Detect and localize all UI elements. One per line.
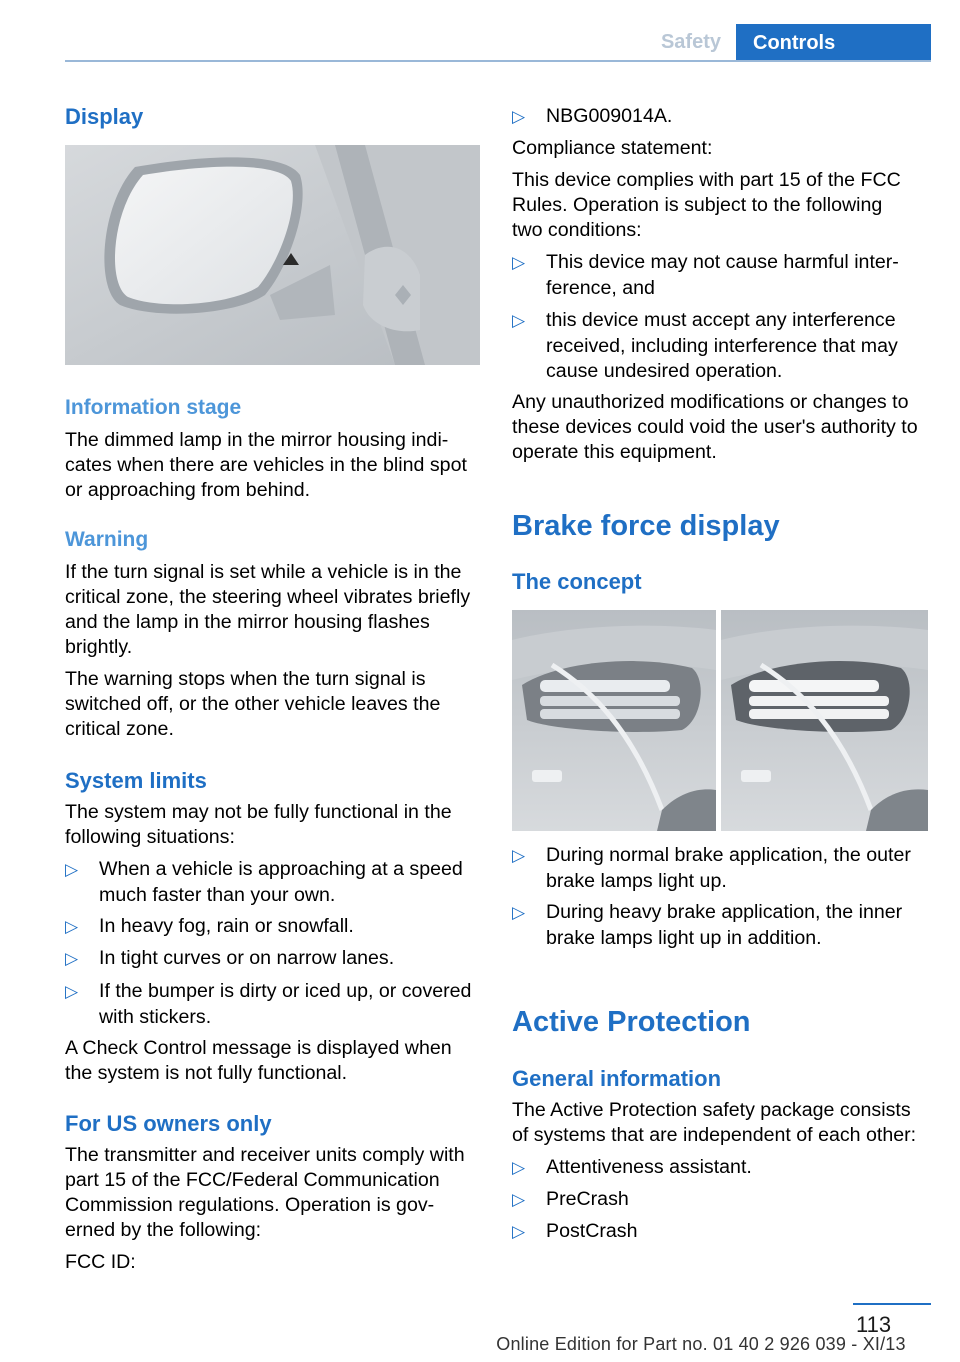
list-item: [512, 1187, 960, 1213]
list-item-line: PostCrash: [546, 1220, 638, 1242]
list-item-line: much faster than your own.: [99, 883, 336, 906]
us-owners-heading: For US owners only: [65, 1111, 272, 1136]
list-item-line: with stickers.: [99, 1005, 212, 1028]
bullet-triangle-icon: ▷: [65, 860, 79, 879]
list-item-line: brake lamps light up.: [546, 869, 727, 892]
list-item: [65, 979, 519, 1030]
check-msg-1: A Check Control message is displayed when: [65, 1037, 452, 1059]
compliance-text-3: two conditions:: [512, 219, 642, 241]
warning-text-2: critical zone, the steering wheel vibrates briefly: [65, 586, 471, 608]
limits-intro-1: The system may not be fully functional in the: [65, 801, 452, 823]
bullet-triangle-icon: ▷: [512, 1158, 526, 1177]
bullet-triangle-icon: ▷: [65, 982, 79, 1001]
list-item-line: received, including interference that may: [546, 334, 898, 357]
mods-text-2: these devices could void the user's authority to: [512, 416, 918, 438]
general-text-2: of systems that are independent of each other:: [512, 1124, 917, 1146]
list-item-line: This device may not cause harmful inter‐: [546, 251, 899, 273]
mirror-image: [65, 145, 480, 365]
list-item: [65, 946, 519, 972]
bullet-triangle-icon: ▷: [512, 107, 526, 126]
warning-stop-1: The warning stops when the turn signal is: [65, 668, 426, 690]
bullet-triangle-icon: ▷: [512, 1190, 526, 1209]
info-stage-heading: Information stage: [65, 396, 242, 419]
us-text-3: Commission regulations. Operation is gov‐: [65, 1194, 435, 1216]
info-stage-text-3: or approaching from behind.: [65, 479, 311, 501]
us-text-2: part 15 of the FCC/Federal Communication: [65, 1169, 440, 1191]
mods-text-1: Any unauthorized modifications or changes to: [512, 391, 909, 413]
fcc-id-label: FCC ID:: [65, 1251, 136, 1273]
list-item-line: cause undesired operation.: [546, 360, 783, 382]
list-item-line: In tight curves or on narrow lanes.: [99, 947, 395, 969]
list-item: [65, 914, 519, 940]
list-item-line: During heavy brake application, the inner: [546, 901, 903, 923]
header-rule: [65, 60, 931, 62]
page-number: 113: [856, 1312, 892, 1337]
footer-edition: Online Edition for Part no. 01 40 2 926 039 - XI/13: [496, 1334, 906, 1354]
warning-stop-2: switched off, or the other vehicle leaves the: [65, 693, 441, 715]
brake-lamp-heavy-image: [721, 610, 928, 831]
list-item-line: brake lamps light up in addition.: [546, 926, 822, 949]
compliance-label: Compliance statement:: [512, 137, 713, 159]
info-stage-text-1: The dimmed lamp in the mirror housing indi‐: [65, 429, 449, 451]
list-item-line: In heavy fog, rain or snowfall.: [99, 915, 354, 937]
list-item: [65, 857, 519, 908]
list-item: [512, 1155, 960, 1181]
bullet-triangle-icon: ▷: [512, 253, 526, 272]
bullet-triangle-icon: ▷: [65, 949, 79, 968]
list-item: [512, 308, 960, 385]
us-text-4: erned by the following:: [65, 1219, 262, 1241]
list-item-line: During normal brake application, the outer: [546, 844, 911, 866]
brake-lamp-normal-image: [512, 610, 716, 831]
list-item-line: ference, and: [546, 276, 655, 299]
limits-intro-2: following situations:: [65, 826, 235, 848]
warning-heading: Warning: [65, 528, 149, 551]
bullet-triangle-icon: ▷: [512, 903, 526, 922]
warning-text-4: brightly.: [65, 636, 133, 658]
list-item-line: PreCrash: [546, 1188, 629, 1210]
list-item: [512, 843, 960, 894]
brake-force-heading: Brake force display: [512, 510, 780, 542]
tab-safety[interactable]: Safety: [660, 31, 721, 53]
warning-text-1: If the turn signal is set while a vehicle is in the: [65, 561, 462, 583]
list-item-line: this device must accept any interference: [546, 309, 896, 331]
mods-text-3: operate this equipment.: [512, 441, 717, 463]
info-stage-text-2: cates when there are vehicles in the blind spot: [65, 454, 467, 476]
general-information-heading: General information: [512, 1066, 722, 1091]
compliance-text-1: This device complies with part 15 of the FCC: [512, 169, 901, 191]
list-item: [512, 104, 960, 130]
check-msg-2: the system is not fully functional.: [65, 1062, 348, 1084]
tab-controls[interactable]: Controls: [736, 24, 931, 62]
list-item: [512, 250, 960, 301]
footer-rule: [853, 1303, 931, 1305]
us-text-1: The transmitter and receiver units comply with: [65, 1144, 465, 1166]
list-item-line: NBG009014A.: [546, 105, 673, 127]
list-item: [512, 1219, 960, 1245]
bullet-triangle-icon: ▷: [65, 917, 79, 936]
warning-stop-3: critical zone.: [65, 718, 174, 740]
bullet-triangle-icon: ▷: [512, 1222, 526, 1241]
general-text-1: The Active Protection safety package consists: [512, 1099, 911, 1121]
warning-text-3: and the lamp in the mirror housing flashes: [65, 611, 430, 633]
list-item-line: Attentiveness assistant.: [546, 1156, 752, 1178]
list-item: [512, 900, 960, 951]
list-item-line: When a vehicle is approaching at a speed: [99, 858, 463, 880]
concept-heading: The concept: [512, 569, 642, 594]
compliance-text-2: Rules. Operation is subject to the following: [512, 194, 883, 216]
list-item-line: If the bumper is dirty or iced up, or covered: [99, 980, 472, 1002]
display-heading: Display: [65, 104, 144, 129]
system-limits-heading: System limits: [65, 768, 207, 793]
bullet-triangle-icon: ▷: [512, 846, 526, 865]
active-protection-heading: Active Protection: [512, 1006, 751, 1038]
bullet-triangle-icon: ▷: [512, 311, 526, 330]
